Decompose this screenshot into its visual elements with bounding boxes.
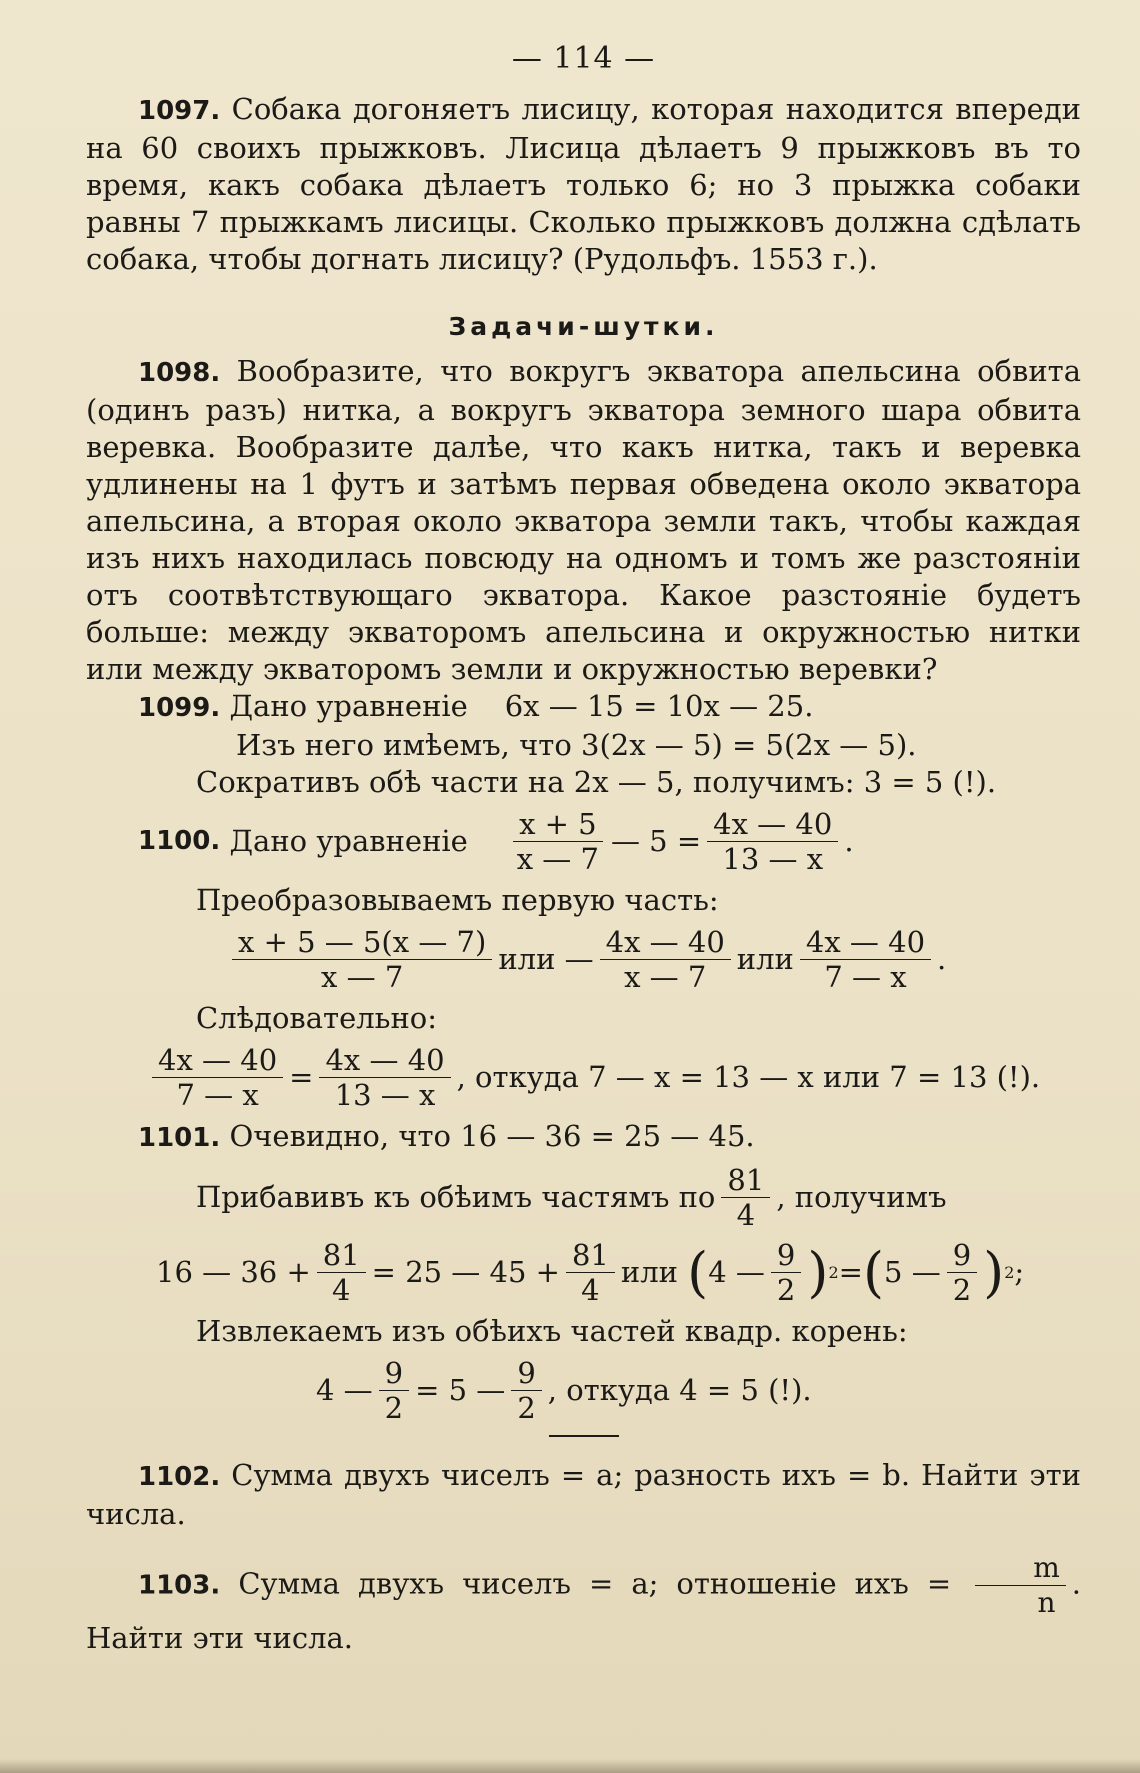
problem-1097 bbox=[86, 91, 1081, 278]
line-1101-2 bbox=[86, 1163, 1081, 1232]
denominator: 4 bbox=[581, 1273, 600, 1307]
right-paren: ) bbox=[807, 1240, 829, 1304]
numerator: 9 bbox=[379, 1356, 409, 1391]
operator: — 5 = bbox=[610, 824, 702, 858]
text: Дано уравненіе bbox=[229, 689, 468, 723]
problem-text: Вообразите, что вокругъ экватора апельсина обвита (одинъ разъ) нитка, а вокругъ экватора земного шара обвита веревка. Вообразите далѣе, что какъ нитка, такъ и веревка удлинены на 1 футъ и затѣмъ первая обведена около экватора апельсина, а вторая около экватора земли такъ, чтобы каждая изъ нихъ находилась повсюду на одномъ и томъ же разстояніи отъ соотвѣтствующаго экватора. Какое разстояніе будетъ больше: между экваторомъ апельсина и окружностью нитки или между экваторомъ земли и окружностью веревки? bbox=[86, 354, 1081, 686]
denominator: 7 — x bbox=[824, 960, 907, 994]
fraction bbox=[152, 1043, 283, 1112]
line-1099-3 bbox=[86, 764, 1081, 801]
text: получимъ: bbox=[692, 765, 855, 799]
text: 4 — bbox=[316, 1373, 373, 1407]
numerator: 4x — 40 bbox=[600, 925, 731, 960]
problem-text: . Найти эти числа. bbox=[86, 1566, 1081, 1655]
text: = 25 — 45 + bbox=[371, 1255, 560, 1289]
semicolon: ; bbox=[1014, 1255, 1025, 1289]
text: 4 — bbox=[708, 1255, 765, 1289]
equation: 2x — 5, bbox=[573, 765, 684, 799]
denominator: 2 bbox=[384, 1391, 404, 1425]
separator-rule bbox=[549, 1435, 619, 1437]
denominator: 7 — x bbox=[176, 1078, 259, 1112]
section-heading: Задачи-шутки. bbox=[448, 312, 719, 341]
numerator: 9 bbox=[771, 1238, 801, 1273]
fraction bbox=[319, 1043, 450, 1112]
denominator: n bbox=[1037, 1586, 1056, 1619]
text: , получимъ bbox=[776, 1180, 947, 1214]
line-1099-1 bbox=[86, 688, 1081, 727]
problem-number: 1100. bbox=[138, 826, 221, 856]
equals: = bbox=[289, 1060, 314, 1094]
left-paren: ( bbox=[687, 1240, 709, 1304]
fraction bbox=[771, 1238, 801, 1307]
fraction bbox=[232, 925, 492, 994]
problem-1099 bbox=[86, 688, 1081, 801]
period: . bbox=[844, 824, 854, 858]
numerator: 9 bbox=[511, 1356, 541, 1391]
period: . bbox=[937, 942, 947, 976]
numerator: 9 bbox=[947, 1238, 977, 1273]
line-1101-1 bbox=[86, 1118, 1081, 1157]
fraction bbox=[800, 925, 931, 994]
text: Очевидно, что 16 — 36 = 25 — 45. bbox=[229, 1119, 755, 1153]
denominator: x — 7 bbox=[624, 960, 707, 994]
numerator: 81 bbox=[721, 1163, 770, 1198]
problem-text: Сумма двухъ чиселъ = a; разность ихъ = b. Найти эти числа. bbox=[86, 1458, 1082, 1531]
text: Сокративъ обѣ части на bbox=[196, 765, 565, 799]
page-number: — 114 — bbox=[511, 41, 656, 76]
text: или — bbox=[498, 942, 594, 976]
denominator: 13 — x bbox=[334, 1078, 436, 1112]
denominator: x — 7 bbox=[516, 842, 599, 876]
page-edge-shadow bbox=[0, 1759, 1140, 1773]
problem-number: 1098. bbox=[138, 358, 221, 388]
numerator: 4x — 40 bbox=[800, 925, 931, 960]
line-1101-3 bbox=[86, 1238, 1081, 1307]
numerator: 4x — 40 bbox=[707, 807, 838, 842]
denominator: 4 bbox=[331, 1273, 351, 1307]
denominator: x — 7 bbox=[321, 960, 404, 994]
text: 5 — bbox=[884, 1255, 941, 1289]
problem-number: 1099. bbox=[138, 693, 221, 723]
numerator: 4x — 40 bbox=[319, 1043, 450, 1078]
equation: 6x — 15 = 10x — 25. bbox=[504, 689, 814, 723]
problem-1101 bbox=[86, 1118, 1081, 1425]
line-1100-5 bbox=[86, 1043, 1081, 1112]
line-1101-4: Извлекаемъ изъ обѣихъ частей квадр. корень: bbox=[196, 1314, 908, 1348]
line-1099-2 bbox=[86, 727, 1081, 764]
fraction bbox=[975, 1551, 1066, 1620]
numerator: x + 5 bbox=[513, 807, 603, 842]
problem-1102 bbox=[86, 1457, 1081, 1533]
denominator: 2 bbox=[517, 1391, 536, 1425]
problem-1103 bbox=[86, 1551, 1081, 1657]
denominator: 4 bbox=[736, 1198, 756, 1232]
problem-number: 1102. bbox=[138, 1462, 221, 1492]
equation: 3 = 5 (!). bbox=[863, 765, 997, 799]
equation: 3(2x — 5) = 5(2x — 5). bbox=[581, 728, 917, 762]
text: или bbox=[620, 1255, 678, 1289]
text: = 5 — bbox=[415, 1373, 506, 1407]
problem-1098 bbox=[86, 353, 1081, 688]
text: Прибавивъ къ обѣимъ частямъ по bbox=[196, 1180, 716, 1214]
denominator: 2 bbox=[952, 1273, 972, 1307]
fraction bbox=[566, 1238, 615, 1307]
numerator: 81 bbox=[317, 1238, 366, 1273]
line-1100-3 bbox=[86, 925, 1081, 994]
problem-text: Сумма двухъ чиселъ = a; отношеніе ихъ = bbox=[238, 1566, 952, 1601]
exponent: 2 bbox=[1004, 1263, 1015, 1282]
fraction bbox=[317, 1238, 366, 1307]
numerator: 4x — 40 bbox=[152, 1043, 283, 1078]
text: 16 — 36 + bbox=[156, 1255, 311, 1289]
text: , откуда 4 = 5 (!). bbox=[547, 1373, 812, 1407]
text: или bbox=[736, 942, 794, 976]
numerator: x + 5 — 5(x — 7) bbox=[232, 925, 492, 960]
problem-number: 1103. bbox=[138, 1570, 221, 1601]
numerator: 81 bbox=[566, 1238, 615, 1273]
page-content bbox=[86, 40, 1081, 1657]
problem-number: 1101. bbox=[138, 1123, 221, 1153]
text: Изъ него имѣемъ, что bbox=[236, 728, 572, 762]
right-paren: ) bbox=[983, 1240, 1005, 1304]
fraction bbox=[379, 1356, 409, 1425]
fraction bbox=[947, 1238, 977, 1307]
line-1100-1 bbox=[86, 807, 1081, 876]
fraction bbox=[511, 807, 605, 876]
denominator: 2 bbox=[776, 1273, 796, 1307]
denominator: 13 — x bbox=[722, 842, 824, 876]
left-paren: ( bbox=[862, 1240, 885, 1304]
fraction bbox=[721, 1163, 770, 1232]
line-1101-5 bbox=[86, 1356, 1081, 1425]
fraction bbox=[707, 807, 838, 876]
problem-number: 1097. bbox=[138, 96, 221, 126]
fraction bbox=[511, 1356, 541, 1425]
text: Дано уравненіе bbox=[229, 824, 468, 858]
fraction bbox=[600, 925, 731, 994]
line-1100-2: Преобразовываемъ первую часть: bbox=[196, 883, 719, 917]
text: , откуда 7 — x = 13 — x или 7 = 13 (!). bbox=[456, 1060, 1041, 1094]
exponent: 2 bbox=[828, 1263, 839, 1282]
line-1100-4: Слѣдовательно: bbox=[196, 1001, 438, 1035]
problem-1100 bbox=[86, 807, 1081, 1112]
equals: = bbox=[838, 1255, 863, 1289]
problem-text: Собака догоняетъ лисицу, которая находится впереди на 60 своихъ прыжковъ. Лисица дѣлаетъ 9 прыжковъ въ то время, какъ собака дѣлаетъ только 6; но 3 прыжка собаки равны 7 прыжкамъ лисицы. Сколько прыжковъ должна сдѣлать собака, чтобы догнать лисицу? (Рудольфъ. 1553 г.). bbox=[86, 92, 1081, 276]
numerator: m bbox=[975, 1551, 1066, 1586]
